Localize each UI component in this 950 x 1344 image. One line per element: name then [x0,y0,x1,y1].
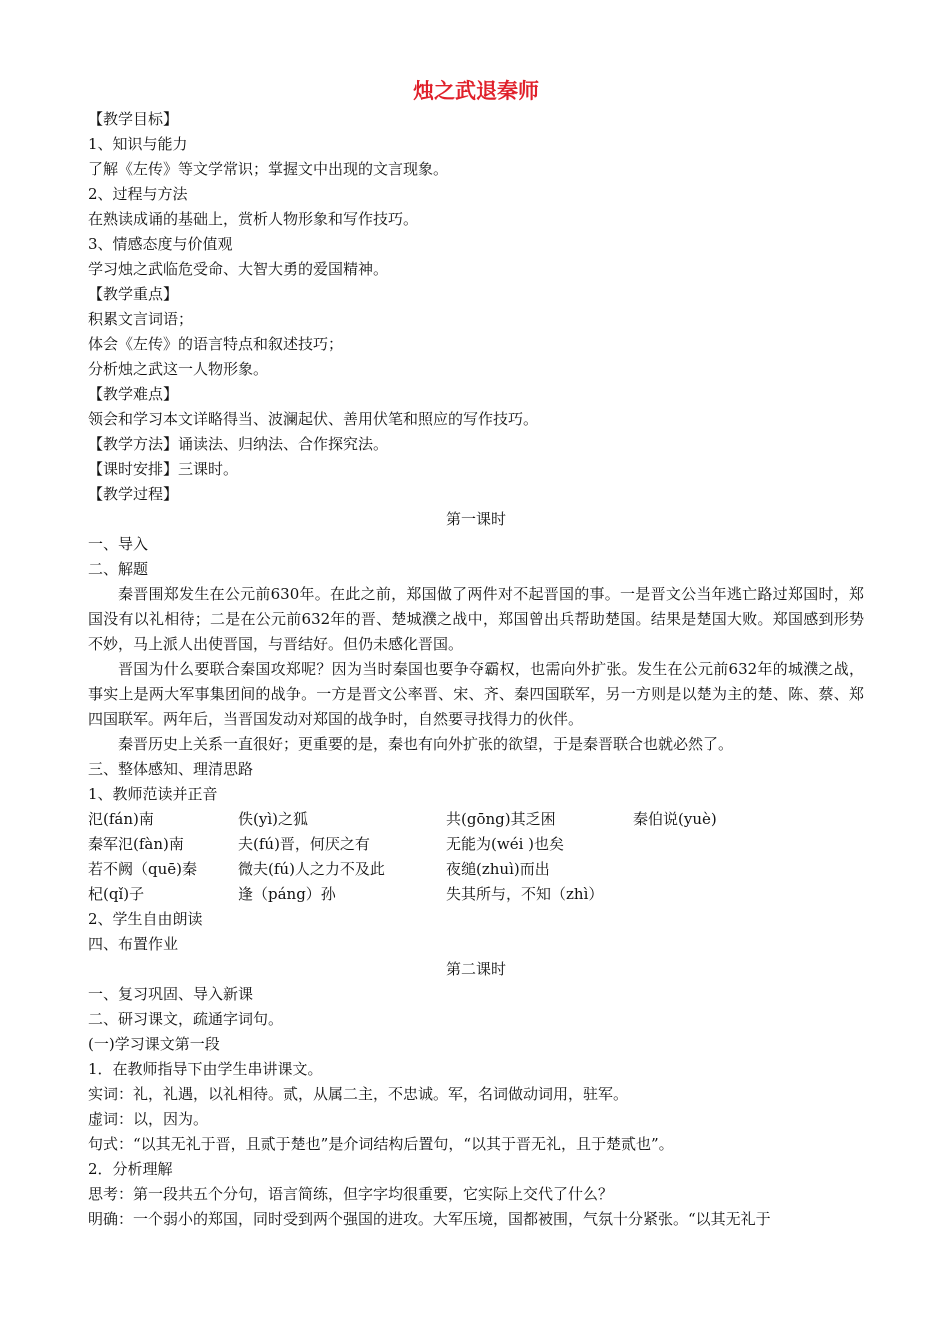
document-title: 烛之武退秦师 [413,79,539,103]
text-line: 1、知识与能力 [88,135,188,153]
pronunciation-item: 夜缒(zhuì)而出 [446,860,550,878]
pronunciation-item: 无能为(wéi )也矣 [446,835,564,853]
text-line: 了解《左传》等文学常识；掌握文中出现的文言现象。 [88,160,449,178]
pronunciation-item: 若不阙（quē)秦 [88,860,197,878]
pronunciation-row [88,882,864,907]
section-heading-goals: 【教学目标】 [88,110,179,128]
pronunciation-item: 秦伯说(yuè) [633,810,717,828]
text-line: 实词：礼，礼遇，以礼相待。贰，从属二主，不忠诚。军，名词做动词用，驻军。 [88,1085,629,1103]
text-line: 在熟读成诵的基础上，赏析人物形象和写作技巧。 [88,210,419,228]
text-line: 2、学生自由朗读 [88,910,203,928]
pronunciation-item: 秦军氾(fàn)南 [88,835,184,853]
text-line: 思考：第一段共五个分句，语言简练，但字字均很重要，它实际上交代了什么？ [88,1185,614,1203]
text-line: 领会和学习本文详略得当、波澜起伏、善用伏笔和照应的写作技巧。 [88,410,539,428]
pronunciation-row [88,857,864,882]
text-line: 2．分析理解 [88,1160,173,1178]
text-line: 一、复习巩固、导入新课 [88,985,254,1003]
text-line: 积累文言词语； [88,310,194,328]
text-line: 一、导入 [88,535,149,553]
text-line: 3、情感态度与价值观 [88,235,233,253]
document-page [88,76,864,1232]
pronunciation-item: 失其所与，不知（zhì） [446,885,604,903]
pronunciation-item: 氾(fán)南 [88,810,154,828]
section-heading-process: 【教学过程】 [88,485,179,503]
text-line: 虚词：以，因为。 [88,1110,209,1128]
pronunciation-item: 共(gōng)其乏困 [446,810,556,828]
pronunciation-item: 逢（páng）孙 [238,885,336,903]
text-line: 分析烛之武这一人物形象。 [88,360,269,378]
pronunciation-item: 微夫(fú)人之力不及此 [238,860,385,878]
text-line: 1．在教师指导下由学生串讲课文。 [88,1060,323,1078]
text-line: 【课时安排】三课时。 [88,460,239,478]
paragraph: 晋国为什么要联合秦国攻郑呢？因为当时秦国也要争夺霸权，也需向外扩张。发生在公元前632年的城濮之战，事实上是两大军事集团间的战争。一方是晋文公率晋、宋、齐、秦四国联军，另一方则是以楚为主的楚、陈、蔡、郑四国联军。两年后，当晋国发动对郑国的战争时，自然要寻找得力的伙伴。 [88,660,864,728]
lesson-heading-1: 第一课时 [445,510,506,528]
text-line: 三、整体感知、理清思路 [88,760,254,778]
pronunciation-item: 佚(yì)之狐 [238,810,308,828]
pronunciation-item: 杞(qǐ)子 [88,885,145,903]
pronunciation-row [88,807,864,832]
pronunciation-row [88,832,864,857]
text-line: 学习烛之武临危受命、大智大勇的爱国精神。 [88,260,389,278]
section-heading-key-points: 【教学重点】 [88,285,179,303]
paragraph: 秦晋围郑发生在公元前630年。在此之前，郑国做了两件对不起晋国的事。一是晋文公当年逃亡路过郑国时，郑国没有以礼相待；二是在公元前632年的晋、楚城濮之战中，郑国曾出兵帮助楚国。结果是楚国大败。郑国感到形势不妙，马上派人出使晋国，与晋结好。但仍未感化晋国。 [88,585,864,653]
text-line: (一)学习课文第一段 [88,1035,220,1053]
section-heading-difficulties: 【教学难点】 [88,385,179,403]
paragraph: 秦晋历史上关系一直很好；更重要的是，秦也有向外扩张的欲望，于是秦晋联合也就必然了。 [118,735,734,753]
text-line: 明确：一个弱小的郑国，同时受到两个强国的进攻。大军压境，国都被围，气氛十分紧张。“以其无礼于 [88,1210,771,1228]
text-line: 2、过程与方法 [88,185,188,203]
text-line: 1、教师范读并正音 [88,785,218,803]
text-line: 体会《左传》的语言特点和叙述技巧； [88,335,344,353]
pronunciation-item: 夫(fú)晋，何厌之有 [238,835,370,853]
text-line: 四、布置作业 [88,935,179,953]
text-line: 二、研习课文，疏通字词句。 [88,1010,284,1028]
text-line: 句式：“以其无礼于晋，且贰于楚也”是介词结构后置句，“以其于晋无礼，且于楚贰也”。 [88,1135,674,1153]
text-line: 【教学方法】诵读法、归纳法、合作探究法。 [88,435,389,453]
lesson-heading-2: 第二课时 [445,960,506,978]
text-line: 二、解题 [88,560,149,578]
